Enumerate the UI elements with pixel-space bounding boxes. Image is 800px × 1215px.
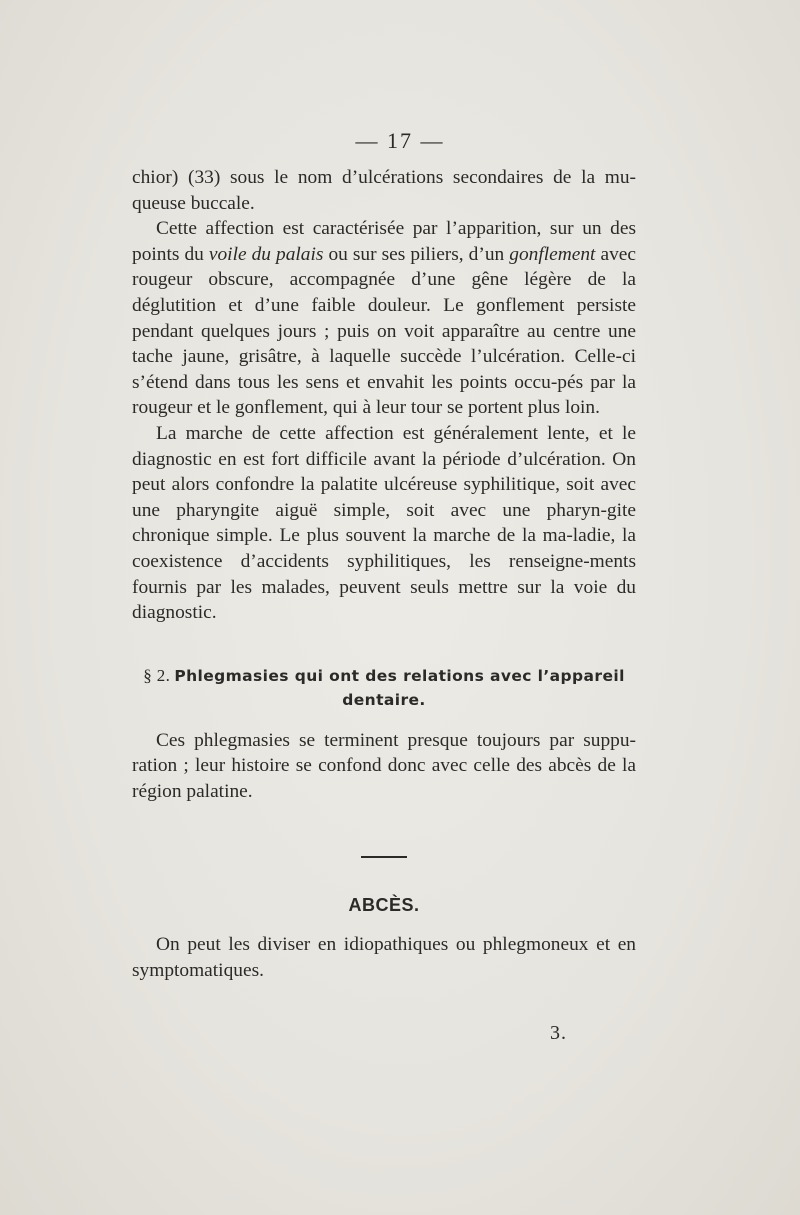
emphasis-gonflement: gonflement [509, 243, 596, 265]
paragraph-section-text: Ces phlegmasies se terminent presque toujours par suppu-ration ; leur histoire se confond donc avec celle des abcès de la région palatine. [132, 729, 636, 802]
paragraph-continuation: chior) (33) sous le nom d’ulcérations secondaires de la mu-queuse buccale. [132, 167, 636, 214]
paragraph-chapter-text: On peut les diviser en idiopathiques ou phlegmoneux et en symptomatiques. [132, 934, 636, 982]
page-number: — 17 — [355, 128, 445, 153]
paragraph-diagnosis: La marche de cette affection est généralement lente, et le diagnostic en est fort difficile avant la période d’ulcération. On peut alors confondre la palatite ulcéreuse syphilitique, soit avec une pharyngite aiguë simple, soit avec une pharyn-gite chronique simple. Le plus souvent la marche de la ma-ladie, la coexistence d’accidents syphilitiques, les renseigne-ments fournis par les malades, peuvent seuls mettre sur la voie du diagnostic. [132, 422, 636, 624]
section-mark: § 2. [143, 665, 171, 685]
paragraph-affection-description [132, 216, 636, 421]
section-title: Phlegmasies qui ont des relations avec l’appareil dentaire. [174, 666, 625, 709]
text-run: avec rougeur obscure, accompagnée d’une gêne légère de la déglutition et d’une faible douleur. Le gonflement persiste pendant quelques jours ; puis on voit apparaître au centre une tache jaune, grisâtre, à laquelle succède l’ulcération. Celle-ci s’étend dans tous les sens et envahit les points occu-pés par la rougeur et le gonflement, qui à leur tour se portent plus loin. [132, 243, 636, 419]
signature-mark: 3. [550, 1022, 567, 1044]
section-heading [132, 664, 636, 712]
text-run: ou sur ses piliers, d’un [323, 243, 510, 265]
divider-rule [361, 856, 407, 858]
text-run: Cette affection est caractérisée par l’apparition, sur un des points du [132, 218, 636, 265]
page-body [132, 165, 636, 984]
chapter-title: ABCÈS. [348, 895, 420, 916]
emphasis-voile-du-palais: voile du palais [208, 243, 324, 265]
